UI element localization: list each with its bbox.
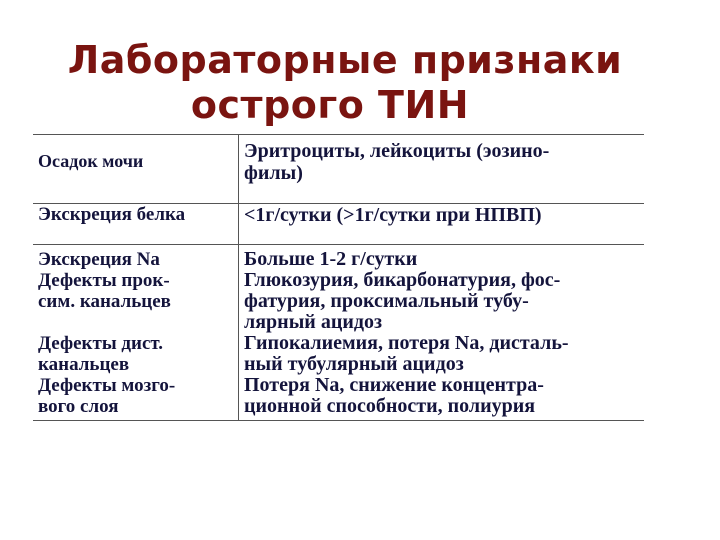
value-line: лярный ацидоз (244, 311, 383, 333)
value-line: Гипокалиемия, потеря Na, дисталь- (244, 332, 569, 354)
label-line: Дефекты прок- (38, 270, 170, 291)
row-label (33, 135, 239, 204)
label-line: Экскреция белка (38, 204, 186, 225)
value-line: Эритроциты, лейкоциты (эозино- (244, 140, 550, 162)
value-line: ционной способности, полиурия (244, 395, 536, 417)
value-line: <1г/сутки (>1г/сутки при НПВП) (244, 204, 542, 226)
slide-title (0, 38, 720, 128)
group-values (239, 245, 645, 421)
label-line: Дефекты мозго- (38, 375, 176, 396)
label-line: сим. канальцев (38, 291, 171, 312)
label-line: канальцев (38, 354, 130, 375)
value-line: Потеря Na, снижение концентра- (244, 374, 544, 396)
lab-signs-table (33, 134, 644, 421)
group-labels (33, 245, 239, 421)
value-line: Больше 1-2 г/сутки (244, 248, 418, 270)
value-line: филы) (244, 162, 303, 184)
title-line-1: Лабораторные признаки (67, 38, 623, 82)
table-row-protein-excretion (33, 204, 644, 245)
row-value (239, 135, 645, 204)
value-line: фатурия, проксимальный тубу- (244, 290, 529, 312)
table-row-tubular-defects (33, 245, 644, 421)
row-label (33, 204, 239, 245)
label-line: вого слоя (38, 396, 119, 417)
row-value (239, 204, 645, 245)
title-line-2: острого ТИН (190, 83, 470, 127)
value-line: Глюкозурия, бикарбонатурия, фос- (244, 269, 561, 291)
label-line: Экскреция Na (38, 249, 160, 270)
spacer (38, 312, 233, 333)
value-line: ный тубулярный ацидоз (244, 353, 464, 375)
label-line: Осадок мочи (38, 151, 144, 171)
table-row-urine-sediment (33, 135, 644, 204)
label-line: Дефекты дист. (38, 333, 164, 354)
